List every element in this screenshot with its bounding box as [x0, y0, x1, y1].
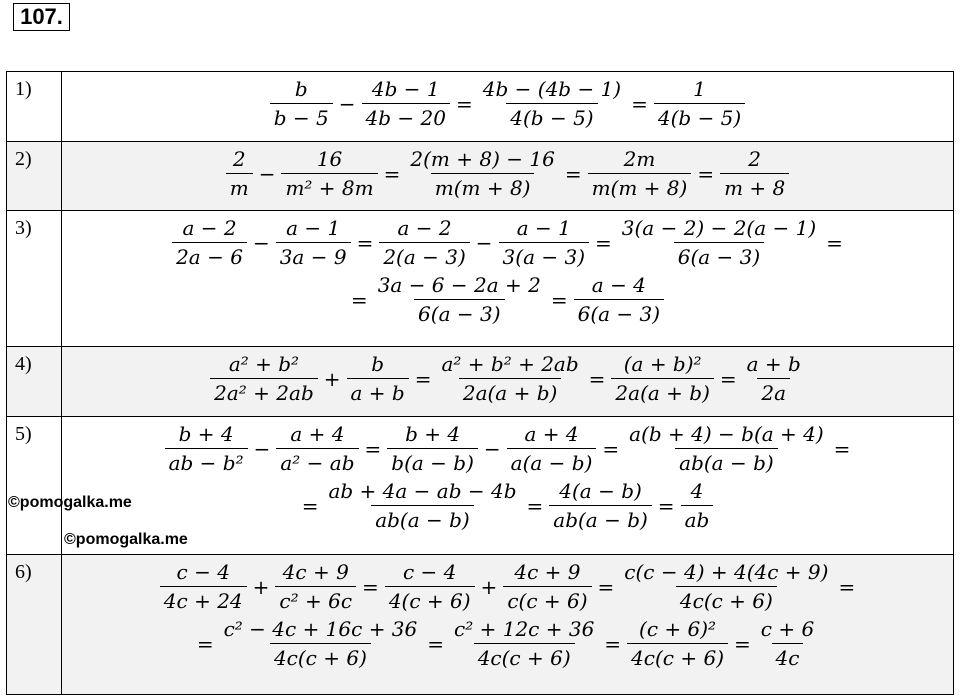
equation-line	[62, 214, 953, 271]
denominator: ab	[681, 505, 714, 534]
equation-line	[62, 615, 953, 672]
numerator: c − 4	[402, 560, 457, 584]
operator: −	[252, 230, 270, 255]
fraction	[499, 214, 589, 271]
operator: =	[833, 436, 851, 461]
operator: +	[323, 366, 341, 391]
row-expression	[62, 211, 954, 347]
numerator: 3(a − 2) − 2(a − 1)	[621, 216, 817, 240]
solution-row	[7, 72, 954, 142]
row-expression	[62, 417, 954, 555]
denominator: 2a(a + b)	[611, 378, 713, 407]
operator: =	[196, 631, 214, 656]
numerator: 2	[232, 147, 246, 171]
numerator: 2	[748, 147, 762, 171]
fraction	[574, 271, 664, 328]
numerator: b + 4	[178, 422, 234, 446]
solution-row	[7, 347, 954, 417]
equation-line	[62, 145, 953, 202]
fraction	[681, 477, 714, 534]
fraction	[743, 350, 805, 407]
solution-row	[7, 555, 954, 695]
solution-table-body	[7, 72, 954, 695]
operator: =	[414, 366, 432, 391]
denominator: b(a − b)	[387, 448, 478, 477]
numerator: c(c − 4) + 4(4c + 9)	[624, 560, 829, 584]
fraction	[618, 214, 820, 271]
fraction	[654, 75, 745, 132]
numerator: 2(m + 8) − 16	[410, 147, 555, 171]
operator: =	[595, 230, 612, 255]
operator: =	[564, 161, 582, 186]
watermark: ©pomogalka.me	[8, 494, 132, 511]
numerator: a − 2	[397, 216, 452, 240]
operator: =	[588, 366, 606, 391]
numerator: a − 1	[286, 216, 341, 240]
denominator: ab(a − b)	[371, 505, 474, 534]
denominator: 4(c + 6)	[385, 586, 475, 615]
row-expression	[62, 347, 954, 417]
denominator: m(m + 8)	[431, 173, 535, 202]
row-expression	[62, 142, 954, 211]
denominator: 4c(c + 6)	[627, 643, 728, 672]
denominator: 4b − 20	[362, 103, 450, 132]
denominator: 4(b − 5)	[506, 103, 597, 132]
denominator: 4c(c + 6)	[676, 586, 777, 615]
numerator: b	[371, 352, 385, 376]
row-expression	[62, 555, 954, 695]
numerator: 4c + 9	[282, 560, 349, 584]
operator: =	[383, 161, 401, 186]
denominator: ab − b²	[165, 448, 248, 477]
denominator: 4(b − 5)	[654, 103, 745, 132]
numerator: a + 4	[524, 422, 579, 446]
operator: −	[338, 91, 356, 116]
operator: =	[550, 287, 568, 312]
numerator: a − 1	[516, 216, 571, 240]
fraction	[450, 615, 598, 672]
operator: =	[301, 493, 319, 518]
fraction	[165, 420, 248, 477]
row-label: 6)	[7, 555, 62, 695]
equation-line	[62, 558, 953, 615]
operator: =	[826, 230, 843, 255]
denominator: 3(a − 3)	[499, 242, 589, 271]
numerator: 4	[690, 479, 704, 503]
operator: =	[657, 493, 675, 518]
denominator: ab(a − b)	[549, 505, 652, 534]
numerator: a(b + 4) − b(a + 4)	[629, 422, 824, 446]
operator: −	[483, 436, 501, 461]
denominator: 4c(c + 6)	[270, 643, 371, 672]
equation-line	[62, 75, 953, 132]
denominator: a(a − b)	[507, 448, 597, 477]
denominator: 6(a − 3)	[414, 299, 504, 328]
fraction	[503, 558, 591, 615]
fraction	[549, 477, 652, 534]
fraction	[625, 420, 828, 477]
operator: =	[597, 574, 615, 599]
fraction	[627, 615, 728, 672]
fraction	[160, 558, 247, 615]
operator: =	[427, 631, 445, 656]
operator: −	[253, 436, 271, 461]
solution-row	[7, 211, 954, 347]
numerator: c + 6	[760, 617, 815, 641]
fraction	[324, 477, 520, 534]
row-label: 1)	[7, 72, 62, 142]
denominator: 2(a − 3)	[379, 242, 469, 271]
watermark: ©pomogalka.me	[64, 531, 188, 548]
fraction	[374, 271, 545, 328]
fraction	[275, 558, 356, 615]
fraction	[281, 145, 377, 202]
denominator: ab(a − b)	[675, 448, 778, 477]
equation-line	[62, 271, 953, 328]
denominator: 6(a − 3)	[674, 242, 764, 271]
operator: −	[258, 161, 276, 186]
denominator: c² + 6c	[275, 586, 356, 615]
fraction	[611, 350, 713, 407]
numerator: 2m	[623, 147, 656, 171]
denominator: 2a	[757, 378, 790, 407]
denominator: c(c + 6)	[503, 586, 591, 615]
numerator: a + 4	[290, 422, 345, 446]
equation-line	[62, 350, 953, 407]
numerator: c² + 12c + 36	[454, 617, 595, 641]
operator: =	[350, 287, 368, 312]
fraction	[385, 558, 475, 615]
row-label: 2)	[7, 142, 62, 211]
operator: =	[526, 493, 544, 518]
equation-line	[62, 477, 953, 534]
solution-row	[7, 142, 954, 211]
fraction	[387, 420, 478, 477]
numerator: c − 4	[176, 560, 230, 584]
operator: =	[602, 436, 620, 461]
operator: =	[697, 161, 715, 186]
denominator: 2a(a + b)	[459, 378, 561, 407]
operator: =	[631, 91, 648, 116]
numerator: 4c + 9	[514, 560, 581, 584]
denominator: 6(a − 3)	[574, 299, 664, 328]
problem-number: 107.	[13, 3, 70, 31]
numerator: 4(a − b)	[559, 479, 642, 503]
row-label: 3)	[7, 211, 62, 347]
denominator: m + 8	[720, 173, 789, 202]
equation-line	[62, 420, 953, 477]
row-label: 4)	[7, 347, 62, 417]
fraction	[220, 615, 422, 672]
fraction	[757, 615, 818, 672]
fraction	[720, 145, 789, 202]
numerator: (c + 6)²	[639, 617, 717, 641]
fraction	[276, 214, 351, 271]
operator: =	[734, 631, 751, 656]
numerator: a + b	[746, 352, 801, 376]
row-label: 5)	[7, 417, 62, 555]
fraction	[479, 75, 625, 132]
denominator: 2a − 6	[172, 242, 247, 271]
denominator: a + b	[347, 378, 409, 407]
numerator: 16	[316, 147, 343, 171]
fraction	[406, 145, 558, 202]
row-expression	[62, 72, 954, 142]
operator: =	[604, 631, 622, 656]
fraction	[588, 145, 692, 202]
fraction	[172, 214, 247, 271]
numerator: (a + b)²	[623, 352, 702, 376]
numerator: a − 2	[182, 216, 237, 240]
denominator: b − 5	[270, 103, 333, 132]
solution-table	[6, 71, 954, 695]
numerator: ab + 4a − ab − 4b	[328, 479, 517, 503]
operator: =	[838, 574, 856, 599]
numerator: b	[294, 77, 308, 101]
fraction	[437, 350, 582, 407]
denominator: m² + 8m	[281, 173, 377, 202]
fraction	[620, 558, 832, 615]
denominator: a² − ab	[276, 448, 358, 477]
numerator: c² − 4c + 16c + 36	[223, 617, 418, 641]
denominator: m(m + 8)	[588, 173, 692, 202]
operator: −	[475, 230, 493, 255]
fraction	[362, 75, 450, 132]
numerator: a − 4	[591, 273, 646, 297]
fraction	[210, 350, 318, 407]
denominator: 4c	[772, 643, 804, 672]
numerator: 1	[693, 77, 706, 101]
denominator: m	[226, 173, 253, 202]
operator: =	[719, 366, 737, 391]
numerator: a² + b²	[228, 352, 300, 376]
numerator: 4b − 1	[371, 77, 440, 101]
fraction	[226, 145, 253, 202]
numerator: 3a − 6 − 2a + 2	[377, 273, 541, 297]
operator: =	[364, 436, 382, 461]
operator: +	[252, 574, 270, 599]
denominator: 4c + 24	[160, 586, 247, 615]
numerator: a² + b² + 2ab	[441, 352, 579, 376]
fraction	[379, 214, 469, 271]
fraction	[347, 350, 409, 407]
operator: =	[362, 574, 379, 599]
numerator: 4b − (4b − 1)	[482, 77, 622, 101]
denominator: 3a − 9	[276, 242, 351, 271]
operator: +	[480, 574, 498, 599]
denominator: 2a² + 2ab	[210, 378, 318, 407]
fraction	[270, 75, 333, 132]
fraction	[276, 420, 358, 477]
operator: =	[456, 91, 473, 116]
numerator: b + 4	[405, 422, 461, 446]
fraction	[507, 420, 597, 477]
denominator: 4c(c + 6)	[474, 643, 575, 672]
operator: =	[356, 230, 374, 255]
